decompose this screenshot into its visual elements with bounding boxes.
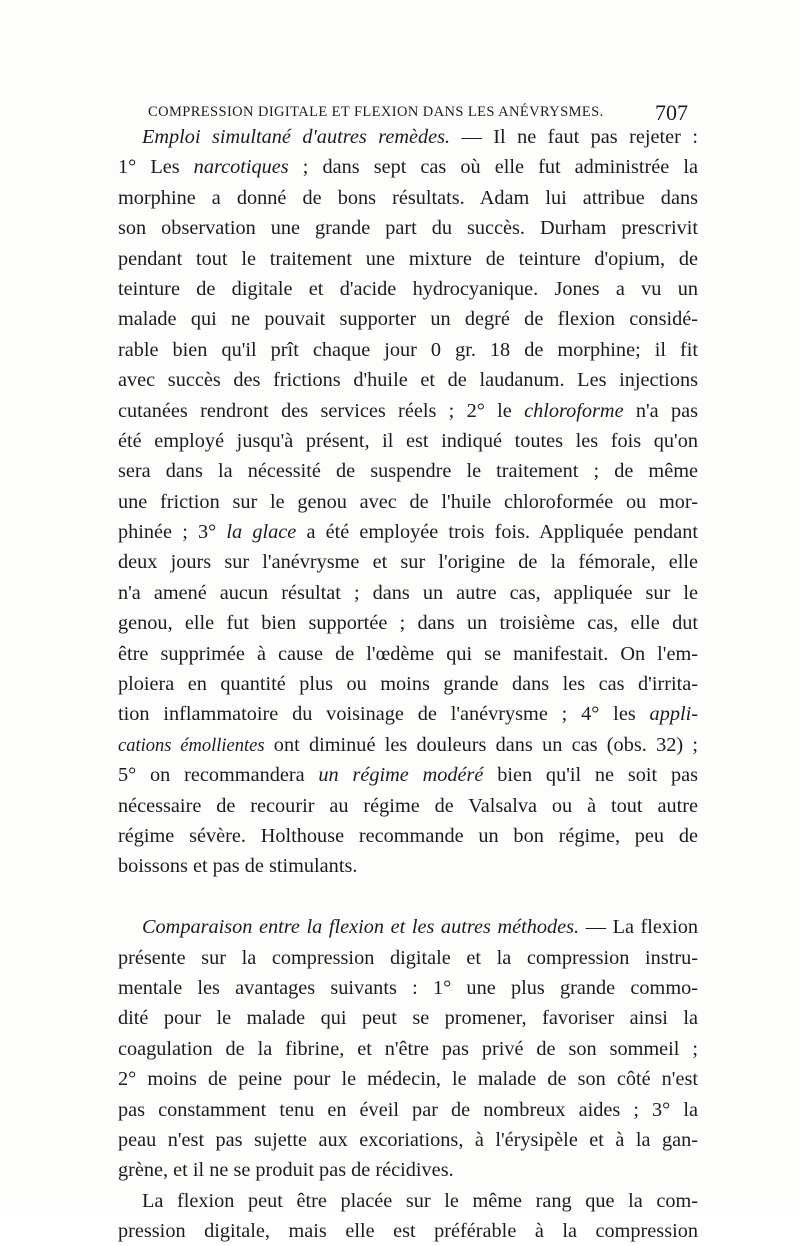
text-line: mentale les avantages suivants : 1° une plus grande commo-	[118, 976, 698, 999]
text-line: 2° moins de peine pour le médecin, le malade de son côté n'est	[118, 1068, 698, 1091]
text-line: malade qui ne pouvait supporter un degré de flexion considé-	[118, 308, 698, 331]
text-line: être supprimée à cause de l'œdème qui se manifestait. On l'em-	[118, 642, 698, 665]
italic-term: cations émollientes	[118, 735, 265, 756]
text-line: son observation une grande part du succès. Durham prescrivit	[118, 217, 698, 240]
text-line: pas constamment tenu en éveil par de nombreux aides ; 3° la	[118, 1098, 698, 1121]
text-line: pression digitale, mais elle est préférable à la compression	[118, 1220, 698, 1243]
text-line: dité pour le malade qui peut se promener, favoriser ainsi la	[118, 1007, 698, 1030]
italic-term: appli-	[649, 703, 698, 726]
text-line: rable bien qu'il prît chaque jour 0 gr. 18 de morphine; il fit	[118, 338, 698, 361]
paragraph-gap	[118, 882, 698, 912]
text-line: teinture de digitale et d'acide hydrocyanique. Jones a vu un	[118, 277, 698, 300]
text-line: pendant tout le traitement une mixture de teinture d'opium, de	[118, 247, 698, 270]
text-line: été employé jusqu'à présent, il est indiqué toutes les fois qu'on	[118, 429, 698, 452]
text-line: genou, elle fut bien supportée ; dans un troisième cas, elle dut	[118, 612, 698, 635]
italic-term: narcotiques	[193, 156, 289, 179]
text-line: ploiera en quantité plus ou moins grande dans les cas d'irrita-	[118, 673, 698, 696]
text-line: boissons et pas de stimulants.	[118, 855, 358, 878]
text-line: régime sévère. Holthouse recommande un bon régime, peu de	[118, 824, 698, 847]
text-line: Comparaison entre la flexion et les autres méthodes. — La flexion	[142, 916, 698, 939]
text-line: sera dans la nécessité de suspendre le traitement ; de même	[118, 460, 698, 483]
italic-term: un régime modéré	[318, 764, 484, 787]
italic-term: la glace	[226, 521, 297, 544]
text-line: une friction sur le genou avec de l'huile chloroformée ou mor-	[118, 490, 698, 513]
italic-term: chloroforme	[524, 399, 624, 422]
text-line: nécessaire de recourir au régime de Valsalva ou à tout autre	[118, 794, 698, 817]
text-line: deux jours sur l'anévrysme et sur l'origine de la fémorale, elle	[118, 551, 698, 574]
body-text	[118, 122, 698, 1246]
text-line: n'a amené aucun résultat ; dans un autre cas, appliquée sur le	[118, 581, 698, 604]
text-line: Emploi simultané d'autres remèdes. — Il ne faut pas rejeter :	[142, 126, 698, 148]
page-number: 707	[655, 100, 688, 125]
text-line: peau n'est pas sujette aux excoriations, à l'érysipèle et à la gan-	[118, 1128, 698, 1151]
text-line: avec succès des frictions d'huile et de laudanum. Les injections	[118, 369, 698, 392]
text-line: 1° Les narcotiques ; dans sept cas où elle fut administrée la	[118, 156, 698, 179]
section-heading: Emploi simultané d'autres remèdes.	[142, 126, 451, 148]
running-head: COMPRESSION DIGITALE ET FLEXION DANS LES ANÉVRYSMES.	[148, 104, 604, 120]
text-line: tion inflammatoire du voisinage de l'anévrysme ; 4° les appli-	[118, 703, 698, 726]
text-line: La flexion peut être placée sur le même rang que la com-	[142, 1189, 698, 1212]
text-line: grène, et il ne se produit pas de récidives.	[118, 1159, 454, 1182]
text-line: phinée ; 3° la glace a été employée trois fois. Appliquée pendant	[118, 521, 698, 544]
text-line: coagulation de la fibrine, et n'être pas privé de son sommeil ;	[118, 1037, 698, 1060]
text-line: cutanées rendront des services réels ; 2° le chloroforme n'a pas	[118, 399, 698, 422]
text-line: 5° on recommandera un régime modéré bien qu'il ne soit pas	[118, 764, 698, 787]
text-line: morphine a donné de bons résultats. Adam lui attribue dans	[118, 186, 698, 209]
text-line: cations émollientes ont diminué les douleurs dans un cas (obs. 32) ;	[118, 733, 698, 756]
text-line: présente sur la compression digitale et la compression instru-	[118, 946, 698, 969]
section-heading: Comparaison entre la flexion et les autres méthodes.	[142, 916, 580, 939]
